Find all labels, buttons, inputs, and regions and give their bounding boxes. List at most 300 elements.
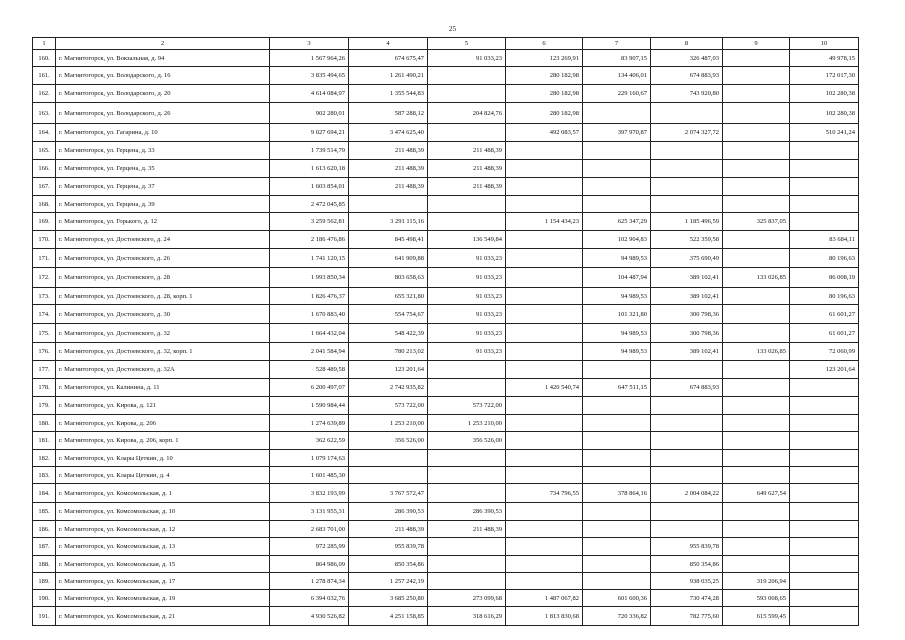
value-cell xyxy=(349,467,428,484)
value-cell xyxy=(506,467,583,484)
value-cell: 325 837,05 xyxy=(723,213,790,231)
value-cell xyxy=(583,521,651,538)
value-cell xyxy=(428,196,506,213)
value-cell: 91 033,23 xyxy=(428,249,506,268)
value-cell xyxy=(790,556,859,573)
row-number: 163. xyxy=(33,103,56,124)
value-cell: 1 813 830,68 xyxy=(506,607,583,626)
value-cell: 955 839,78 xyxy=(349,538,428,556)
value-cell xyxy=(583,573,651,590)
row-number: 165. xyxy=(33,142,56,160)
value-cell xyxy=(723,397,790,415)
value-cell: 528 489,58 xyxy=(270,361,349,379)
value-cell xyxy=(723,160,790,178)
value-cell: 3 291 115,16 xyxy=(349,213,428,231)
value-cell: 1 603 854,01 xyxy=(270,178,349,196)
value-cell: 674 675,47 xyxy=(349,50,428,67)
table-row xyxy=(33,213,859,231)
column-number-row xyxy=(33,38,859,50)
value-cell: 593 008,65 xyxy=(723,590,790,607)
value-cell: 1 278 874,34 xyxy=(270,573,349,590)
address-cell: г. Магнитогорск, ул. Кирова, д. 206 xyxy=(56,415,270,432)
row-number: 167. xyxy=(33,178,56,196)
row-number: 171. xyxy=(33,249,56,268)
value-cell: 3 835 494,65 xyxy=(270,67,349,85)
value-cell xyxy=(349,196,428,213)
table-row xyxy=(33,103,859,124)
value-cell: 1 154 434,23 xyxy=(506,213,583,231)
value-cell: 83 907,15 xyxy=(583,50,651,67)
data-table xyxy=(32,37,859,626)
value-cell: 938 035,25 xyxy=(651,573,723,590)
value-cell: 61 601,27 xyxy=(790,305,859,324)
table-row xyxy=(33,467,859,484)
value-cell: 3 259 562,81 xyxy=(270,213,349,231)
table-row xyxy=(33,415,859,432)
value-cell xyxy=(723,231,790,249)
column-header: 5 xyxy=(428,38,506,50)
address-cell: г. Магнитогорск, ул. Комсомольская, д. 15 xyxy=(56,556,270,573)
value-cell: 326 487,03 xyxy=(651,50,723,67)
row-number: 180. xyxy=(33,415,56,432)
value-cell: 211 488,39 xyxy=(428,142,506,160)
row-number: 162. xyxy=(33,85,56,103)
value-cell: 625 347,29 xyxy=(583,213,651,231)
value-cell: 850 354,86 xyxy=(349,556,428,573)
value-cell xyxy=(349,450,428,467)
row-number: 172. xyxy=(33,268,56,288)
value-cell: 1 079 174,63 xyxy=(270,450,349,467)
value-cell: 1 355 544,83 xyxy=(349,85,428,103)
row-number: 175. xyxy=(33,324,56,343)
row-number: 160. xyxy=(33,50,56,67)
value-cell: 94 989,53 xyxy=(583,288,651,305)
value-cell: 123 201,64 xyxy=(790,361,859,379)
value-cell xyxy=(506,142,583,160)
value-cell: 389 102,41 xyxy=(651,268,723,288)
value-cell: 91 033,23 xyxy=(428,288,506,305)
value-cell: 300 798,36 xyxy=(651,305,723,324)
value-cell: 1 567 964,26 xyxy=(270,50,349,67)
value-cell: 1 601 485,30 xyxy=(270,467,349,484)
value-cell: 172 017,30 xyxy=(790,67,859,85)
value-cell xyxy=(723,556,790,573)
value-cell xyxy=(723,415,790,432)
value-cell: 91 033,23 xyxy=(428,305,506,324)
value-cell: 4 930 526,82 xyxy=(270,607,349,626)
value-cell xyxy=(583,196,651,213)
address-cell: г. Магнитогорск, ул. Вокзальная, д. 94 xyxy=(56,50,270,67)
row-number: 191. xyxy=(33,607,56,626)
value-cell: 6 394 032,76 xyxy=(270,590,349,607)
value-cell: 211 488,39 xyxy=(428,178,506,196)
row-number: 183. xyxy=(33,467,56,484)
column-header: 6 xyxy=(506,38,583,50)
value-cell: 280 182,98 xyxy=(506,103,583,124)
row-number: 189. xyxy=(33,573,56,590)
row-number: 185. xyxy=(33,503,56,521)
value-cell xyxy=(790,142,859,160)
value-cell xyxy=(651,450,723,467)
value-cell xyxy=(723,103,790,124)
row-number: 177. xyxy=(33,361,56,379)
value-cell: 803 658,63 xyxy=(349,268,428,288)
value-cell: 49 978,15 xyxy=(790,50,859,67)
address-cell: г. Магнитогорск, ул. Достоевского, д. 24 xyxy=(56,231,270,249)
value-cell: 674 883,93 xyxy=(651,379,723,397)
value-cell xyxy=(428,67,506,85)
value-cell: 211 488,39 xyxy=(428,521,506,538)
value-cell: 864 986,09 xyxy=(270,556,349,573)
value-cell xyxy=(583,160,651,178)
value-cell: 720 336,82 xyxy=(583,607,651,626)
value-cell: 972 285,99 xyxy=(270,538,349,556)
value-cell xyxy=(651,178,723,196)
value-cell: 601 600,36 xyxy=(583,590,651,607)
value-cell xyxy=(790,607,859,626)
value-cell xyxy=(723,178,790,196)
value-cell xyxy=(506,249,583,268)
value-cell: 587 288,12 xyxy=(349,103,428,124)
value-cell: 1 741 120,15 xyxy=(270,249,349,268)
value-cell: 91 033,23 xyxy=(428,268,506,288)
value-cell xyxy=(790,503,859,521)
value-cell xyxy=(506,361,583,379)
table-row xyxy=(33,142,859,160)
address-cell: г. Магнитогорск, ул. Кирова, д. 121 xyxy=(56,397,270,415)
value-cell: 845 498,41 xyxy=(349,231,428,249)
value-cell: 102 280,38 xyxy=(790,85,859,103)
value-cell: 1 613 620,18 xyxy=(270,160,349,178)
value-cell: 1 590 984,44 xyxy=(270,397,349,415)
value-cell: 649 627,54 xyxy=(723,484,790,503)
value-cell: 91 033,23 xyxy=(428,50,506,67)
value-cell xyxy=(583,538,651,556)
value-cell xyxy=(506,503,583,521)
address-cell: г. Магнитогорск, ул. Герцена, д. 37 xyxy=(56,178,270,196)
value-cell xyxy=(651,160,723,178)
table-row xyxy=(33,521,859,538)
address-cell: г. Магнитогорск, ул. Герцена, д. 39 xyxy=(56,196,270,213)
value-cell xyxy=(583,178,651,196)
value-cell xyxy=(651,521,723,538)
value-cell xyxy=(790,590,859,607)
value-cell: 1 253 210,00 xyxy=(349,415,428,432)
column-header: 1 xyxy=(33,38,56,50)
address-cell: г. Магнитогорск, ул. Калинина, д. 11 xyxy=(56,379,270,397)
table-row xyxy=(33,124,859,142)
value-cell: 6 200 497,07 xyxy=(270,379,349,397)
value-cell: 389 102,41 xyxy=(651,343,723,361)
value-cell: 573 722,00 xyxy=(428,397,506,415)
column-header: 4 xyxy=(349,38,428,50)
table-row xyxy=(33,196,859,213)
value-cell xyxy=(583,415,651,432)
value-cell: 356 526,00 xyxy=(349,432,428,450)
value-cell: 102 280,38 xyxy=(790,103,859,124)
value-cell xyxy=(428,85,506,103)
column-header: 3 xyxy=(270,38,349,50)
value-cell xyxy=(506,573,583,590)
value-cell xyxy=(790,538,859,556)
table-row xyxy=(33,324,859,343)
value-cell: 80 196,63 xyxy=(790,288,859,305)
column-header: 2 xyxy=(56,38,270,50)
value-cell xyxy=(723,432,790,450)
address-cell: г. Магнитогорск, ул. Клары Цеткин, д. 4 xyxy=(56,467,270,484)
value-cell xyxy=(506,538,583,556)
row-number: 190. xyxy=(33,590,56,607)
row-number: 181. xyxy=(33,432,56,450)
table-row xyxy=(33,343,859,361)
value-cell xyxy=(506,231,583,249)
column-header: 8 xyxy=(651,38,723,50)
table-row xyxy=(33,503,859,521)
value-cell xyxy=(583,450,651,467)
row-number: 169. xyxy=(33,213,56,231)
value-cell: 211 488,39 xyxy=(428,160,506,178)
row-number: 188. xyxy=(33,556,56,573)
address-cell: г. Магнитогорск, ул. Клары Цеткин, д. 10 xyxy=(56,450,270,467)
value-cell xyxy=(723,85,790,103)
value-cell xyxy=(506,432,583,450)
value-cell xyxy=(790,196,859,213)
value-cell xyxy=(583,142,651,160)
value-cell: 3 685 250,80 xyxy=(349,590,428,607)
address-cell: г. Магнитогорск, ул. Достоевского, д. 30 xyxy=(56,305,270,324)
table-row xyxy=(33,397,859,415)
column-header: 7 xyxy=(583,38,651,50)
value-cell: 573 722,00 xyxy=(349,397,428,415)
address-cell: г. Магнитогорск, ул. Достоевского, д. 32, корп. 1 xyxy=(56,343,270,361)
value-cell xyxy=(790,213,859,231)
value-cell xyxy=(583,361,651,379)
value-cell: 362 622,59 xyxy=(270,432,349,450)
value-cell: 2 041 584,94 xyxy=(270,343,349,361)
value-cell xyxy=(428,556,506,573)
value-cell xyxy=(428,124,506,142)
value-cell xyxy=(583,556,651,573)
value-cell: 1 739 514,79 xyxy=(270,142,349,160)
value-cell: 104 487,94 xyxy=(583,268,651,288)
value-cell: 9 027 694,21 xyxy=(270,124,349,142)
value-cell xyxy=(723,379,790,397)
value-cell: 782 775,60 xyxy=(651,607,723,626)
value-cell: 123 201,64 xyxy=(349,361,428,379)
value-cell: 1 257 242,19 xyxy=(349,573,428,590)
table-row xyxy=(33,556,859,573)
value-cell xyxy=(651,503,723,521)
address-cell: г. Магнитогорск, ул. Комсомольская, д. 13 xyxy=(56,538,270,556)
value-cell: 286 390,53 xyxy=(349,503,428,521)
value-cell: 94 989,53 xyxy=(583,324,651,343)
value-cell: 734 796,55 xyxy=(506,484,583,503)
value-cell: 850 354,86 xyxy=(651,556,723,573)
address-cell: г. Магнитогорск, ул. Комсомольская, д. 17 xyxy=(56,573,270,590)
value-cell: 397 970,87 xyxy=(583,124,651,142)
address-cell: г. Магнитогорск, ул. Герцена, д. 33 xyxy=(56,142,270,160)
value-cell xyxy=(790,432,859,450)
value-cell: 674 883,93 xyxy=(651,67,723,85)
value-cell xyxy=(723,142,790,160)
value-cell: 101 321,80 xyxy=(583,305,651,324)
value-cell: 61 601,27 xyxy=(790,324,859,343)
value-cell xyxy=(790,450,859,467)
address-cell: г. Магнитогорск, ул. Володарского, д. 26 xyxy=(56,103,270,124)
table-row xyxy=(33,305,859,324)
value-cell xyxy=(583,467,651,484)
value-cell xyxy=(506,288,583,305)
value-cell xyxy=(790,484,859,503)
address-cell: г. Магнитогорск, ул. Комсомольская, д. 1 xyxy=(56,484,270,503)
value-cell: 378 864,16 xyxy=(583,484,651,503)
value-cell xyxy=(651,142,723,160)
table-row xyxy=(33,538,859,556)
address-cell: г. Магнитогорск, ул. Комсомольская, д. 12 xyxy=(56,521,270,538)
value-cell: 375 690,49 xyxy=(651,249,723,268)
value-cell: 2 074 327,72 xyxy=(651,124,723,142)
value-cell: 510 241,24 xyxy=(790,124,859,142)
value-cell xyxy=(790,415,859,432)
value-cell xyxy=(506,324,583,343)
value-cell xyxy=(428,379,506,397)
value-cell: 1 253 210,00 xyxy=(428,415,506,432)
value-cell: 80 196,63 xyxy=(790,249,859,268)
value-cell xyxy=(428,467,506,484)
value-cell xyxy=(723,196,790,213)
value-cell: 211 488,39 xyxy=(349,521,428,538)
value-cell xyxy=(651,415,723,432)
value-cell: 955 839,78 xyxy=(651,538,723,556)
value-cell: 4 614 084,97 xyxy=(270,85,349,103)
value-cell: 522 359,58 xyxy=(651,231,723,249)
address-cell: г. Магнитогорск, ул. Володарского, д. 20 xyxy=(56,85,270,103)
value-cell xyxy=(506,196,583,213)
value-cell: 647 511,15 xyxy=(583,379,651,397)
value-cell: 730 474,28 xyxy=(651,590,723,607)
value-cell xyxy=(428,573,506,590)
value-cell: 102 904,83 xyxy=(583,231,651,249)
value-cell xyxy=(506,178,583,196)
value-cell xyxy=(506,415,583,432)
value-cell: 133 026,85 xyxy=(723,343,790,361)
row-number: 179. xyxy=(33,397,56,415)
address-cell: г. Магнитогорск, ул. Володарского, д. 16 xyxy=(56,67,270,85)
value-cell: 4 251 158,85 xyxy=(349,607,428,626)
value-cell xyxy=(506,343,583,361)
row-number: 186. xyxy=(33,521,56,538)
table-row xyxy=(33,160,859,178)
address-cell: г. Магнитогорск, ул. Кирова, д. 206, корп. 1 xyxy=(56,432,270,450)
value-cell: 655 321,80 xyxy=(349,288,428,305)
row-number: 168. xyxy=(33,196,56,213)
table-row xyxy=(33,178,859,196)
value-cell xyxy=(583,103,651,124)
value-cell xyxy=(723,521,790,538)
value-cell: 91 033,23 xyxy=(428,343,506,361)
value-cell: 1 670 883,40 xyxy=(270,305,349,324)
row-number: 178. xyxy=(33,379,56,397)
value-cell xyxy=(506,450,583,467)
value-cell xyxy=(428,361,506,379)
value-cell: 902 280,01 xyxy=(270,103,349,124)
table-row xyxy=(33,450,859,467)
row-number: 182. xyxy=(33,450,56,467)
value-cell xyxy=(723,249,790,268)
value-cell xyxy=(723,361,790,379)
address-cell: г. Магнитогорск, ул. Достоевского, д. 32А xyxy=(56,361,270,379)
value-cell: 1 993 850,34 xyxy=(270,268,349,288)
value-cell xyxy=(428,213,506,231)
value-cell: 2 186 476,86 xyxy=(270,231,349,249)
table-row xyxy=(33,268,859,288)
value-cell: 204 824,76 xyxy=(428,103,506,124)
value-cell: 273 099,68 xyxy=(428,590,506,607)
row-number: 164. xyxy=(33,124,56,142)
value-cell xyxy=(506,521,583,538)
value-cell xyxy=(790,573,859,590)
table-row xyxy=(33,432,859,450)
address-cell: г. Магнитогорск, ул. Достоевского, д. 32 xyxy=(56,324,270,343)
value-cell: 91 033,23 xyxy=(428,324,506,343)
value-cell: 94 989,53 xyxy=(583,343,651,361)
value-cell xyxy=(790,521,859,538)
value-cell xyxy=(651,361,723,379)
value-cell xyxy=(790,467,859,484)
value-cell: 2 004 084,22 xyxy=(651,484,723,503)
table-row xyxy=(33,484,859,503)
value-cell: 2 683 701,00 xyxy=(270,521,349,538)
value-cell: 780 213,02 xyxy=(349,343,428,361)
table-row xyxy=(33,67,859,85)
value-cell: 86 008,19 xyxy=(790,268,859,288)
value-cell: 3 474 625,40 xyxy=(349,124,428,142)
value-cell: 356 526,00 xyxy=(428,432,506,450)
value-cell xyxy=(506,397,583,415)
value-cell: 389 102,41 xyxy=(651,288,723,305)
value-cell: 3 131 955,31 xyxy=(270,503,349,521)
value-cell xyxy=(651,397,723,415)
value-cell: 211 488,39 xyxy=(349,178,428,196)
row-number: 184. xyxy=(33,484,56,503)
address-cell: г. Магнитогорск, ул. Достоевского, д. 28 xyxy=(56,268,270,288)
column-header: 9 xyxy=(723,38,790,50)
row-number: 187. xyxy=(33,538,56,556)
value-cell: 3 832 193,99 xyxy=(270,484,349,503)
value-cell xyxy=(583,503,651,521)
value-cell xyxy=(651,467,723,484)
value-cell xyxy=(651,196,723,213)
value-cell: 229 160,67 xyxy=(583,85,651,103)
address-cell: г. Магнитогорск, ул. Герцена, д. 35 xyxy=(56,160,270,178)
value-cell: 136 549,84 xyxy=(428,231,506,249)
table-row xyxy=(33,361,859,379)
value-cell xyxy=(506,268,583,288)
value-cell: 2 742 935,82 xyxy=(349,379,428,397)
row-number: 166. xyxy=(33,160,56,178)
value-cell xyxy=(506,305,583,324)
value-cell: 1 274 639,89 xyxy=(270,415,349,432)
value-cell: 1 261 490,21 xyxy=(349,67,428,85)
value-cell xyxy=(506,556,583,573)
value-cell xyxy=(651,103,723,124)
value-cell: 1 487 067,82 xyxy=(506,590,583,607)
value-cell xyxy=(583,397,651,415)
value-cell: 134 406,01 xyxy=(583,67,651,85)
address-cell: г. Магнитогорск, ул. Горького, д. 12 xyxy=(56,213,270,231)
value-cell xyxy=(583,432,651,450)
value-cell xyxy=(723,50,790,67)
